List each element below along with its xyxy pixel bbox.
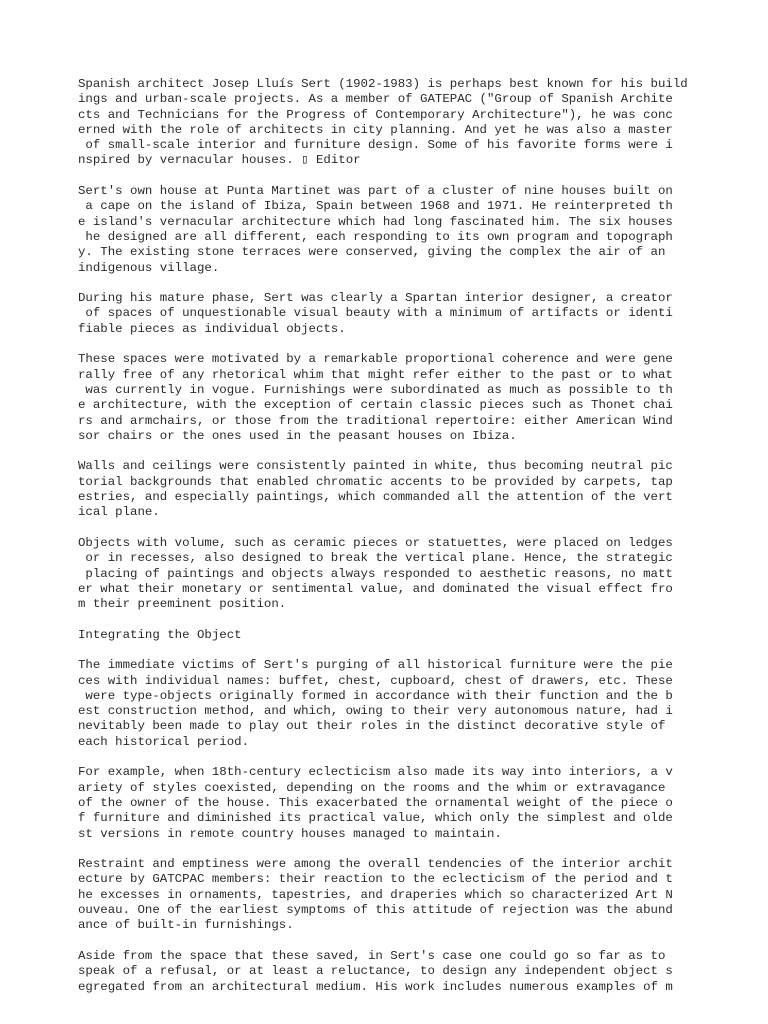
text-line: of spaces of unquestionable visual beauty with a minimum of artifacts or identi [78, 306, 673, 321]
text-line: e island's vernacular architecture which had long fascinated him. The six houses [78, 214, 673, 229]
text-line: er what their monetary or sentimental value, and dominated the visual effect fro [78, 581, 673, 596]
text-line: est construction method, and which, owing to their very autonomous nature, had i [78, 704, 673, 719]
text-line: speak of a refusal, or at least a reluctance, to design any independent object s [78, 964, 673, 979]
text-line: indigenous village. [78, 260, 220, 275]
text-line: of small-scale interior and furniture design. Some of his favorite forms were i [78, 138, 673, 153]
text-line: Spanish architect Josep Lluís Sert (1902-1983) is perhaps best known for his build [78, 77, 688, 91]
section-heading-text: Integrating the Object [78, 627, 242, 642]
document-body [78, 77, 698, 995]
text-line: ecture by GATCPAC members: their reaction to the eclecticism of the period and t [78, 872, 673, 887]
paragraph-gap [78, 169, 698, 184]
paragraph-gap [78, 276, 698, 291]
text-line: were type-objects originally formed in accordance with their function and the b [78, 688, 673, 703]
paragraph-walls-ceilings [78, 459, 698, 520]
text-line: e architecture, with the exception of certain classic pieces such as Thonet chai [78, 398, 673, 413]
text-line: he excesses in ornaments, tapestries, and draperies which so characterized Art N [78, 887, 673, 902]
paragraph-gap [78, 612, 698, 627]
text-line: rs and armchairs, or those from the traditional repertoire: either American Wind [78, 413, 673, 428]
paragraph-objects-volume [78, 536, 698, 612]
text-line: Walls and ceilings were consistently painted in white, thus becoming neutral pic [78, 459, 673, 474]
text-line: Aside from the space that these saved, in Sert's case one could go so far as to [78, 948, 666, 963]
text-line: he designed are all different, each responding to its own program and topograph [78, 229, 673, 244]
text-line: ings and urban-scale projects. As a member of GATEPAC ("Group of Spanish Archite [78, 92, 673, 107]
paragraph-gap [78, 750, 698, 765]
paragraph-mature-phase [78, 291, 698, 337]
paragraph-aside-space [78, 949, 698, 995]
text-line: Sert's own house at Punta Martinet was part of a cluster of nine houses built on [78, 184, 673, 199]
paragraph-gap [78, 521, 698, 536]
paragraph-gap [78, 643, 698, 658]
paragraph-punta-martinet [78, 184, 698, 276]
text-line: fiable pieces as individual objects. [78, 321, 346, 336]
text-line: nevitably been made to play out their roles in the distinct decorative style of [78, 719, 666, 734]
text-line: m their preeminent position. [78, 597, 287, 612]
paragraph-eclecticism [78, 765, 698, 841]
text-line: placing of paintings and objects always responded to aesthetic reasons, no matt [78, 566, 673, 581]
paragraph-gap [78, 934, 698, 949]
text-line: rally free of any rhetorical whim that might refer either to the past or to what [78, 367, 673, 382]
section-heading [78, 628, 698, 643]
paragraph-restraint-emptiness [78, 857, 698, 933]
text-line: During his mature phase, Sert was clearly a Spartan interior designer, a creator [78, 291, 673, 306]
text-line: erned with the role of architects in city planning. And yet he was also a master [78, 122, 673, 137]
text-line: For example, when 18th-century eclecticism also made its way into interiors, a v [78, 765, 673, 780]
paragraph-immediate-victims [78, 658, 698, 750]
text-line: estries, and especially paintings, which commanded all the attention of the vert [78, 490, 673, 505]
text-line: of the owner of the house. This exacerbated the ornamental weight of the piece o [78, 795, 673, 810]
paragraph-gap [78, 842, 698, 857]
text-line: was currently in vogue. Furnishings were subordinated as much as possible to th [78, 382, 673, 397]
text-line: nspired by vernacular houses. ▯ Editor [78, 153, 361, 168]
text-line: y. The existing stone terraces were conserved, giving the complex the air of an [78, 245, 666, 260]
text-line: egregated from an architectural medium. His work includes numerous examples of m [78, 979, 673, 994]
paragraph-intro [78, 77, 698, 169]
text-line: ces with individual names: buffet, chest, cupboard, chest of drawers, etc. These [78, 673, 673, 688]
text-line: The immediate victims of Sert's purging of all historical furniture were the pie [78, 658, 673, 673]
text-line: cts and Technicians for the Progress of Contemporary Architecture"), he was conc [78, 107, 673, 122]
paragraph-proportional-coherence [78, 352, 698, 444]
text-line: st versions in remote country houses managed to maintain. [78, 826, 502, 841]
paragraph-gap [78, 337, 698, 352]
text-line: sor chairs or the ones used in the peasant houses on Ibiza. [78, 428, 517, 443]
text-line: ouveau. One of the earliest symptoms of this attitude of rejection was the abund [78, 903, 673, 918]
text-line: f furniture and diminished its practical value, which only the simplest and olde [78, 811, 673, 826]
text-line: These spaces were motivated by a remarkable proportional coherence and were gene [78, 352, 673, 367]
text-line: Objects with volume, such as ceramic pieces or statuettes, were placed on ledges [78, 535, 673, 550]
text-line: torial backgrounds that enabled chromatic accents to be provided by carpets, tap [78, 474, 673, 489]
text-line: a cape on the island of Ibiza, Spain between 1968 and 1971. He reinterpreted th [78, 199, 673, 214]
text-line: each historical period. [78, 734, 250, 749]
text-line: or in recesses, also designed to break the vertical plane. Hence, the strategic [78, 551, 673, 566]
text-line: ariety of styles coexisted, depending on the rooms and the whim or extravagance [78, 780, 666, 795]
text-line: ance of built-in furnishings. [78, 918, 294, 933]
text-line: ical plane. [78, 505, 160, 520]
text-line: Restraint and emptiness were among the overall tendencies of the interior archit [78, 857, 673, 872]
paragraph-gap [78, 444, 698, 459]
